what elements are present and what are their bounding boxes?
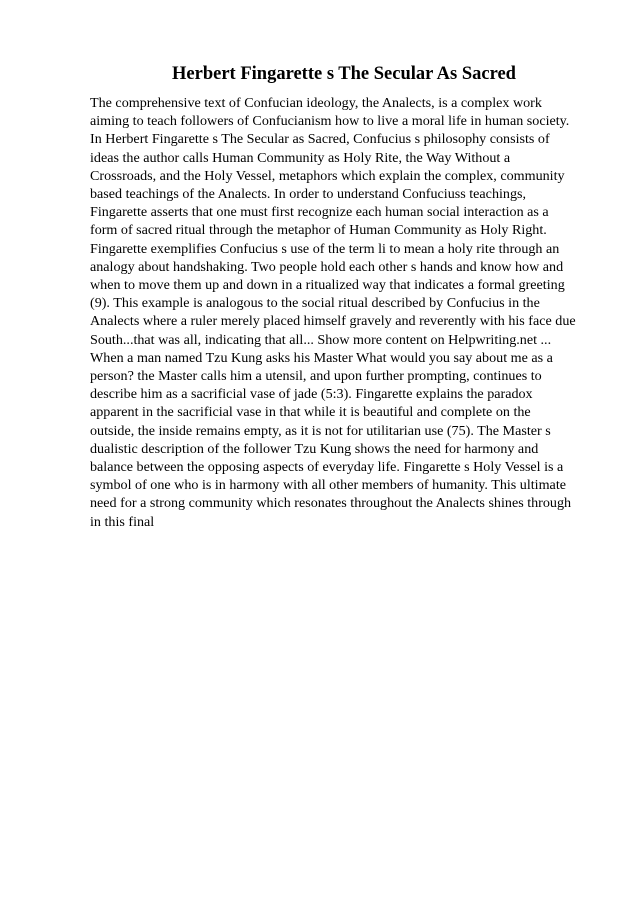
text-line: Fingarette exemplifies Confucius s use of the term li to mean a holy rite through an [90,240,560,257]
text-line: The comprehensive text of Confucian ideology, the Analects, is a complex work [90,95,542,111]
text-line: In Herbert Fingarette s The Secular as Sacred, Confucius s philosophy consists of [90,131,550,148]
text-line: Fingarette asserts that one must first recognize each human social interaction as a [90,204,549,221]
text-line: form of sacred ritual through the metaphor of Human Community as Holy Right. [90,222,547,239]
text-line: when to move them up and down in a ritualized way that indicates a formal greeting [90,277,565,294]
text-line: describe him as a sacrificial vase of jade (5:3). Fingarette explains the paradox [90,386,533,403]
text-line: (9). This example is analogous to the social ritual described by Confucius in the [90,295,540,312]
text-line: person? the Master calls him a utensil, and upon further prompting, continues to [90,368,542,385]
text-line: dualistic description of the follower Tzu Kung shows the need for harmony and [90,440,539,457]
text-line: aiming to teach followers of Confucianism how to live a moral life in human society. [90,113,570,130]
text-line: outside, the inside remains empty, as it is not for utilitarian use (75). The Master s [90,422,551,439]
text-line: analogy about handshaking. Two people hold each other s hands and know how and [90,258,564,275]
text-line: based teachings of the Analects. In order to understand Confuciuss teachings, [90,186,527,203]
text-line: When a man named Tzu Kung asks his Master What would you say about me as a [90,349,553,366]
text-line: Crossroads, and the Holy Vessel, metaphors which explain the complex, community [90,167,565,184]
text-line: apparent in the sacrificial vase in that while it is beautiful and complete on the [90,404,531,421]
text-line: ideas the author calls Human Community as Holy Rite, the Way Without a [90,149,511,166]
text-line: Analects where a ruler merely placed himself gravely and reverently with his face due [90,313,576,330]
text-line: in this final [90,513,155,530]
document-title: Herbert Fingarette s The Secular As Sacred [172,64,516,84]
text-line: symbol of one who is in harmony with all other members of humanity. This ultimate [90,477,566,494]
text-line: need for a strong community which resonates throughout the Analects shines through [90,495,572,512]
body-paragraph [90,94,598,531]
text-line: South...that was all, indicating that all... Show more content on Helpwriting.net ... [90,331,552,348]
text-line: balance between the opposing aspects of everyday life. Fingarette s Holy Vessel is a [90,459,564,476]
